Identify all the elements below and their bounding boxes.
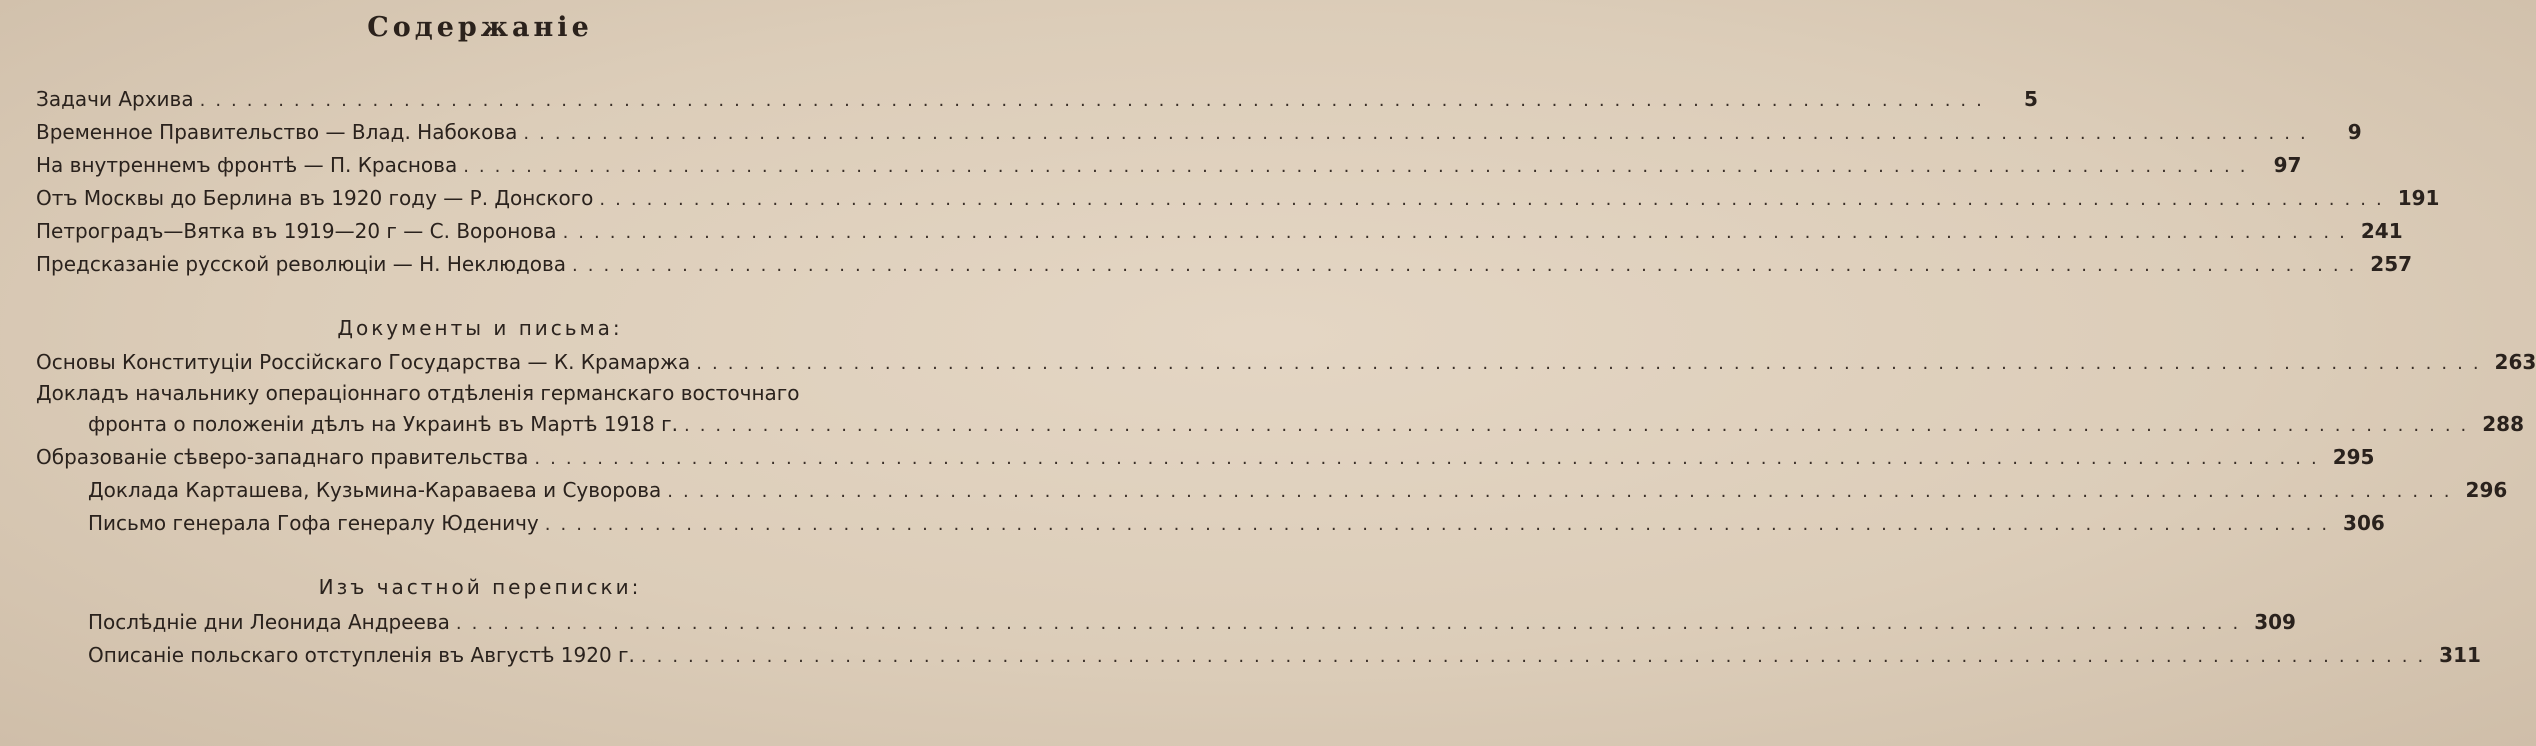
entry-page: 5 [2023,87,2038,111]
entry-page: 306 [2343,511,2385,535]
entry-title: Петроградъ—Вятка въ 1919—20 г — С. Воронова [36,219,557,243]
toc-entry [88,610,2296,640]
entry-page: 97 [2273,153,2302,177]
toc-entry [88,643,2481,673]
entry-page: 9 [2347,120,2362,144]
entry-page: 296 [2465,478,2508,502]
dot-leader: .................................................................................................................. [667,481,2460,502]
dot-leader: .................................................................................................................. [696,353,2489,374]
private-heading: Изъ частной переписки: [318,575,642,599]
dot-leader: .................................................................................................................. [455,613,2249,634]
entry-title: Доклада Карташева, Кузьмина-Караваева и Суворова [88,478,662,502]
entry-page: 257 [2370,252,2413,276]
toc-entry [36,120,2362,150]
entry-title: Образованіе сѣверо-западнаго правительства [36,445,529,469]
entry-title: Задачи Архива [36,87,194,111]
dot-leader: .................................................................................................................. [534,448,2327,469]
dot-leader: .................................................................................................................. [572,255,2365,276]
toc-entry [36,87,2038,117]
dot-leader: .................................................................................................................. [562,222,2355,243]
entry-title: Описаніе польскаго отступленія въ Августѣ 1920 г. [88,643,635,667]
entry-title: Отъ Москвы до Берлина въ 1920 году — Р. Донского [36,186,594,210]
documents-heading: Документы и письма: [337,316,623,340]
dot-leader: .................................................................................................................. [463,156,2256,177]
toc-entry [88,478,2508,508]
entry-title: Предсказаніе русской революціи — Н. Неклюдова [36,252,567,276]
entry-page: 295 [2332,445,2375,469]
toc-entry [88,412,2525,442]
entry-page: 263 [2494,350,2536,374]
entry-title: Письмо генерала Гофа генералу Юденичу [88,511,539,535]
entry-page: 311 [2439,643,2481,667]
dot-leader: .................................................................................................................. [544,514,2338,535]
entry-page: 309 [2254,610,2296,634]
dot-leader: .................................................................................................................. [523,123,2316,144]
contents-title: Содержаніе [367,12,593,43]
toc-entry [36,153,2302,183]
entry-title-line1: Докладъ начальнику операціоннаго отдѣленія германскаго восточнаго [36,381,800,405]
dot-leader: .................................................................................................................. [683,415,2477,436]
entry-title: Основы Конституціи Россійскаго Государства — К. Крамаржа [36,350,691,374]
dot-leader: .................................................................................................................. [640,646,2434,667]
toc-entry [36,186,2440,216]
dot-leader: .................................................................................................................. [599,189,2392,210]
toc-entry [36,252,2413,282]
entry-title: На внутреннемъ фронтѣ — П. Краснова [36,153,458,177]
toc-entry [36,350,2536,380]
toc-entry [36,445,2375,475]
dot-leader: .................................................................................................................. [199,90,1992,111]
entry-title-line2: фронта о положеніи дѣлъ на Украинѣ въ Мартѣ 1918 г. [88,412,678,436]
toc-entry [88,511,2385,541]
entry-page: 191 [2397,186,2440,210]
entry-title: Послѣдніе дни Леонида Андреева [88,610,450,634]
entry-page: 288 [2482,412,2525,436]
entry-page: 241 [2360,219,2403,243]
entry-title: Временное Правительство — Влад. Набокова [36,120,518,144]
toc-entry [36,219,2403,249]
